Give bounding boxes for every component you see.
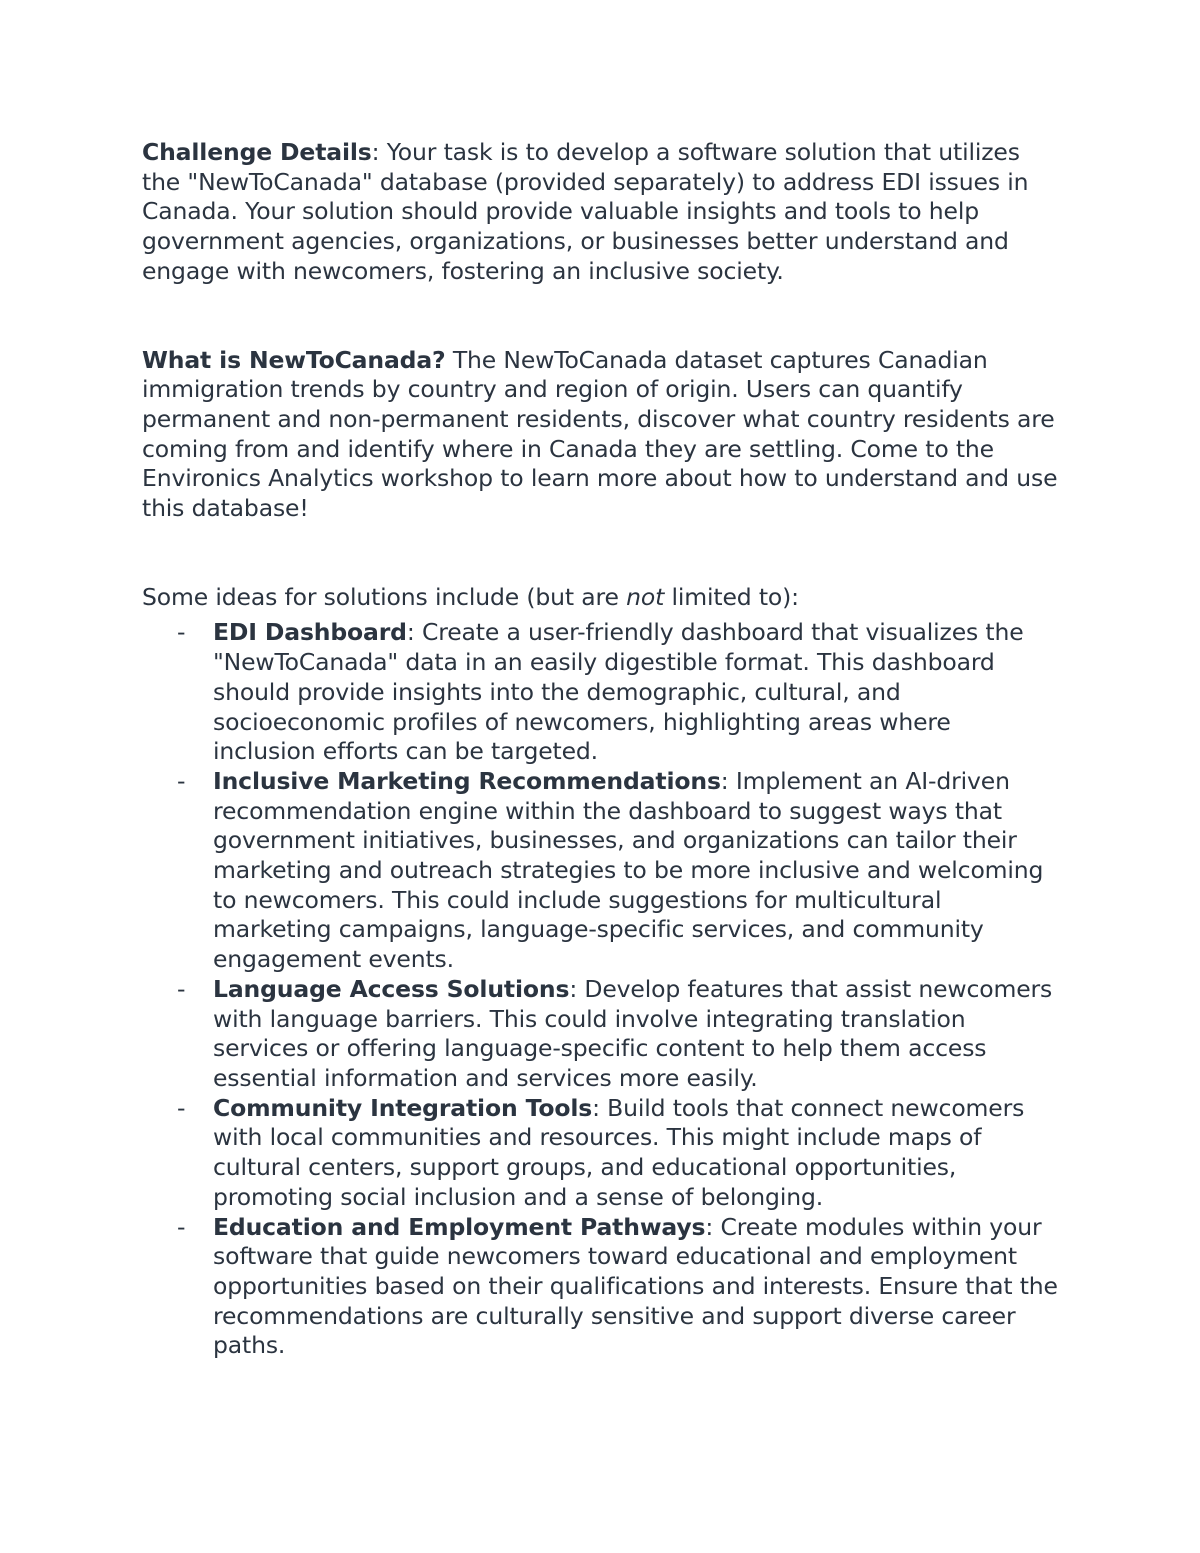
challenge-details-text: : Your task is to develop a software solution that utilizes the "NewToCanada" database (provided separately) to address EDI issues in Canada. Your solution should provide valuable insights and tools to help government agencies, organizations, or businesses better understand and engage with newcomers, fostering an inclusive society. <box>142 138 1029 285</box>
idea-title: Education and Employment Pathways <box>213 1212 706 1241</box>
idea-text: : Develop features that assist newcomers with language barriers. This could involve integrating translation services or offering language-specific content to help them access essential information and services more easily. <box>213 974 1053 1092</box>
dash-bullet: - <box>177 766 186 795</box>
what-is-newtocanada-text: The NewToCanada dataset captures Canadian immigration trends by country and region of origin. Users can quantify permanent and non-permanent residents, discover what country residents are coming from and identify where in Canada they are settling. Come to the Environics Analytics workshop to learn more about how to understand and use this database! <box>142 345 1058 523</box>
idea-text: : Create a user-friendly dashboard that visualizes the "NewToCanada" data in an easily digestible format. This dashboard should provide insights into the demographic, cultural, and socioeconomic profiles of newcomers, highlighting areas where inclusion efforts can be targeted. <box>213 618 1024 766</box>
idea-title: EDI Dashboard <box>213 618 407 647</box>
idea-title: Community Integration Tools <box>213 1093 593 1122</box>
list-item <box>142 767 1060 975</box>
dash-bullet: - <box>177 618 186 647</box>
what-is-newtocanada-label: What is NewToCanada? <box>142 345 446 374</box>
idea-text: : Create modules within your software that guide newcomers toward educational and employment opportunities based on their qualifications and interests. Ensure that the recommendations are culturally sensitive and support diverse career paths. <box>213 1212 1058 1360</box>
dash-bullet: - <box>177 1212 186 1241</box>
challenge-details-label: Challenge Details <box>142 138 372 166</box>
idea-text: : Build tools that connect newcomers with local communities and resources. This might include maps of cultural centers, support groups, and educational opportunities, promoting social inclusion and a sense of belonging. <box>213 1093 1025 1211</box>
idea-title: Language Access Solutions <box>213 974 570 1003</box>
what-is-newtocanada-paragraph <box>142 346 1060 524</box>
dash-bullet: - <box>177 974 186 1003</box>
idea-text: : Implement an AI-driven recommendation engine within the dashboard to suggest ways that government initiatives, businesses, and organizations can tailor their marketing and outreach strategies to be more inclusive and welcoming to newcomers. This could include suggestions for multicultural marketing campaigns, language-specific services, and community engagement events. <box>213 766 1044 974</box>
challenge-details-paragraph <box>142 138 1060 287</box>
dash-bullet: - <box>177 1093 186 1122</box>
list-item <box>142 618 1060 767</box>
ideas-list <box>142 618 1060 1361</box>
list-item <box>142 1213 1060 1362</box>
ideas-intro-emphasis: not <box>626 582 665 611</box>
ideas-intro-before: Some ideas for solutions include (but are <box>142 582 627 611</box>
list-item <box>142 975 1060 1094</box>
ideas-intro <box>142 583 1060 613</box>
list-item <box>142 1094 1060 1213</box>
idea-title: Inclusive Marketing Recommendations <box>213 766 721 795</box>
ideas-intro-after: limited to): <box>664 582 799 611</box>
